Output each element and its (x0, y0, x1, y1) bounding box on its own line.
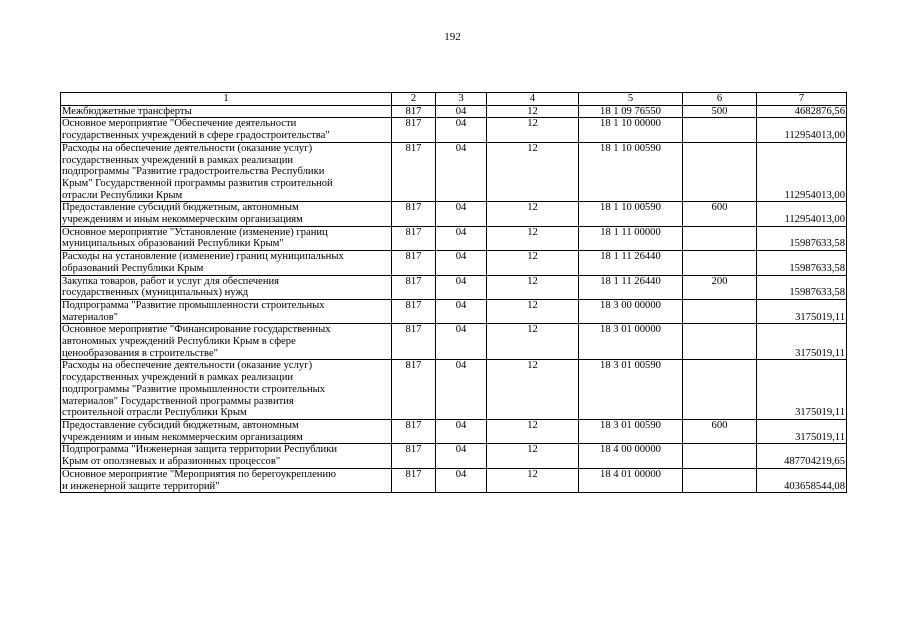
col-subsection: 12 (487, 275, 579, 299)
col-ministry: 817 (392, 444, 436, 468)
table-row (61, 118, 847, 142)
row-description (61, 202, 392, 226)
col-amount: 3175019,11 (757, 324, 847, 360)
description-line: автономных учреждений Республики Крым в сфере (62, 336, 296, 348)
col-expense-type (683, 142, 757, 202)
col-ministry: 817 (392, 142, 436, 202)
col-amount: 3175019,11 (757, 419, 847, 443)
col-target-article: 18 1 11 26440 (579, 275, 683, 299)
col-section: 04 (436, 444, 487, 468)
col-ministry: 817 (392, 105, 436, 118)
col-amount: 112954013,00 (757, 202, 847, 226)
description-line: государственных учреждений в сфере градостроительства" (62, 130, 330, 142)
table-header-row (61, 93, 847, 106)
column-header: 6 (683, 93, 757, 106)
col-section: 04 (436, 105, 487, 118)
col-ministry: 817 (392, 275, 436, 299)
description-line: Основное мероприятие "Финансирование государственных (62, 324, 331, 336)
table-row (61, 360, 847, 420)
description-line: Основное мероприятие "Обеспечение деятельности (62, 118, 297, 130)
col-expense-type (683, 444, 757, 468)
description-line: материалов" Государственной программы развития (62, 395, 294, 407)
description-line: подпрограммы "Развитие промышленности строительных (62, 383, 326, 395)
description-line: государственных учреждений в рамках реализации (62, 372, 294, 384)
description-line: Межбюджетные трансферты (62, 105, 192, 117)
col-amount: 487704219,65 (757, 444, 847, 468)
table-row (61, 275, 847, 299)
description-line: Крым от оползневых и абразионных процессов" (62, 456, 281, 468)
col-target-article: 18 1 11 00000 (579, 226, 683, 250)
description-line: и инженерной защите территорий" (62, 480, 220, 492)
col-subsection: 12 (487, 202, 579, 226)
row-description (61, 251, 392, 275)
col-section: 04 (436, 275, 487, 299)
col-target-article: 18 3 01 00000 (579, 324, 683, 360)
col-amount: 403658544,08 (757, 468, 847, 492)
col-expense-type: 600 (683, 202, 757, 226)
col-section: 04 (436, 142, 487, 202)
col-subsection: 12 (487, 324, 579, 360)
col-target-article: 18 1 09 76550 (579, 105, 683, 118)
column-header: 1 (61, 93, 392, 106)
col-subsection: 12 (487, 105, 579, 118)
row-description (61, 142, 392, 202)
table-row (61, 105, 847, 118)
col-ministry: 817 (392, 299, 436, 323)
col-subsection: 12 (487, 226, 579, 250)
table-row (61, 468, 847, 492)
description-line: государственных (муниципальных) нужд (62, 287, 249, 299)
col-ministry: 817 (392, 226, 436, 250)
description-line: отрасли Республики Крым (62, 189, 183, 201)
row-description (61, 226, 392, 250)
description-line: Подпрограмма "Развитие промышленности строительных (62, 299, 325, 311)
col-amount: 4682876,56 (757, 105, 847, 118)
column-header: 5 (579, 93, 683, 106)
col-target-article: 18 4 00 00000 (579, 444, 683, 468)
col-amount: 3175019,11 (757, 360, 847, 420)
col-target-article: 18 1 10 00000 (579, 118, 683, 142)
description-line: Закупка товаров, работ и услуг для обеспечения (62, 275, 280, 287)
description-line: Расходы на обеспечение деятельности (оказание услуг) (62, 360, 313, 372)
col-ministry: 817 (392, 202, 436, 226)
col-subsection: 12 (487, 251, 579, 275)
col-target-article: 18 1 10 00590 (579, 202, 683, 226)
col-expense-type (683, 324, 757, 360)
col-ministry: 817 (392, 360, 436, 420)
col-expense-type (683, 251, 757, 275)
col-section: 04 (436, 419, 487, 443)
col-subsection: 12 (487, 444, 579, 468)
table-row (61, 419, 847, 443)
column-header: 4 (487, 93, 579, 106)
table-row (61, 226, 847, 250)
table-row (61, 142, 847, 202)
col-section: 04 (436, 299, 487, 323)
row-description (61, 444, 392, 468)
description-line: государственных учреждений в рамках реализации (62, 154, 294, 166)
col-section: 04 (436, 360, 487, 420)
col-subsection: 12 (487, 360, 579, 420)
row-description (61, 299, 392, 323)
description-line: Расходы на обеспечение деятельности (оказание услуг) (62, 142, 313, 154)
column-header: 2 (392, 93, 436, 106)
col-amount: 15987633,58 (757, 226, 847, 250)
col-target-article: 18 3 01 00590 (579, 360, 683, 420)
table-row (61, 444, 847, 468)
col-target-article: 18 3 00 00000 (579, 299, 683, 323)
row-description (61, 118, 392, 142)
description-line: Подпрограмма "Инженерная защита территории Республики (62, 444, 338, 456)
description-line: Основное мероприятие "Мероприятия по берегоукреплению (62, 468, 337, 480)
description-line: ценообразования в строительстве" (62, 347, 218, 359)
description-line: Предоставление субсидий бюджетным, автономным (62, 202, 299, 214)
col-section: 04 (436, 118, 487, 142)
row-description (61, 275, 392, 299)
col-section: 04 (436, 226, 487, 250)
col-amount: 112954013,00 (757, 142, 847, 202)
column-header: 7 (757, 93, 847, 106)
col-target-article: 18 1 10 00590 (579, 142, 683, 202)
col-amount: 15987633,58 (757, 275, 847, 299)
col-ministry: 817 (392, 251, 436, 275)
col-amount: 3175019,11 (757, 299, 847, 323)
budget-table (60, 92, 847, 493)
row-description (61, 105, 392, 118)
col-expense-type (683, 299, 757, 323)
description-line: учреждениям и иным некоммерческим организациям (62, 214, 303, 226)
col-expense-type (683, 360, 757, 420)
col-amount: 112954013,00 (757, 118, 847, 142)
table-row (61, 251, 847, 275)
row-description (61, 419, 392, 443)
description-line: Основное мероприятие "Установление (изменение) границ (62, 226, 328, 238)
col-subsection: 12 (487, 299, 579, 323)
col-amount: 15987633,58 (757, 251, 847, 275)
col-ministry: 817 (392, 468, 436, 492)
col-section: 04 (436, 251, 487, 275)
col-subsection: 12 (487, 142, 579, 202)
description-line: Расходы на установление (изменение) границ муниципальных (62, 251, 344, 263)
description-line: подпрограммы "Развитие градостроительства Республики (62, 166, 325, 178)
description-line: муниципальных образований Республики Крым" (62, 238, 284, 250)
col-expense-type: 200 (683, 275, 757, 299)
col-target-article: 18 1 11 26440 (579, 251, 683, 275)
col-section: 04 (436, 468, 487, 492)
col-section: 04 (436, 324, 487, 360)
col-subsection: 12 (487, 468, 579, 492)
col-expense-type (683, 226, 757, 250)
col-expense-type: 600 (683, 419, 757, 443)
col-section: 04 (436, 202, 487, 226)
row-description (61, 468, 392, 492)
description-line: учреждениям и иным некоммерческим организациям (62, 431, 303, 443)
row-description (61, 360, 392, 420)
col-ministry: 817 (392, 419, 436, 443)
page-number: 192 (444, 31, 461, 43)
col-target-article: 18 3 01 00590 (579, 419, 683, 443)
col-ministry: 817 (392, 324, 436, 360)
description-line: Предоставление субсидий бюджетным, автономным (62, 419, 299, 431)
description-line: строительной отрасли Республики Крым (62, 407, 247, 419)
description-line: образований Республики Крым (62, 262, 204, 274)
col-expense-type (683, 118, 757, 142)
table-row (61, 299, 847, 323)
col-target-article: 18 4 01 00000 (579, 468, 683, 492)
col-ministry: 817 (392, 118, 436, 142)
column-header: 3 (436, 93, 487, 106)
col-expense-type (683, 468, 757, 492)
table-row (61, 202, 847, 226)
description-line: Крым" Государственной программы развития строительной (62, 177, 333, 189)
table-row (61, 324, 847, 360)
row-description (61, 324, 392, 360)
col-subsection: 12 (487, 419, 579, 443)
description-line: материалов" (62, 311, 119, 323)
col-expense-type: 500 (683, 105, 757, 118)
col-subsection: 12 (487, 118, 579, 142)
